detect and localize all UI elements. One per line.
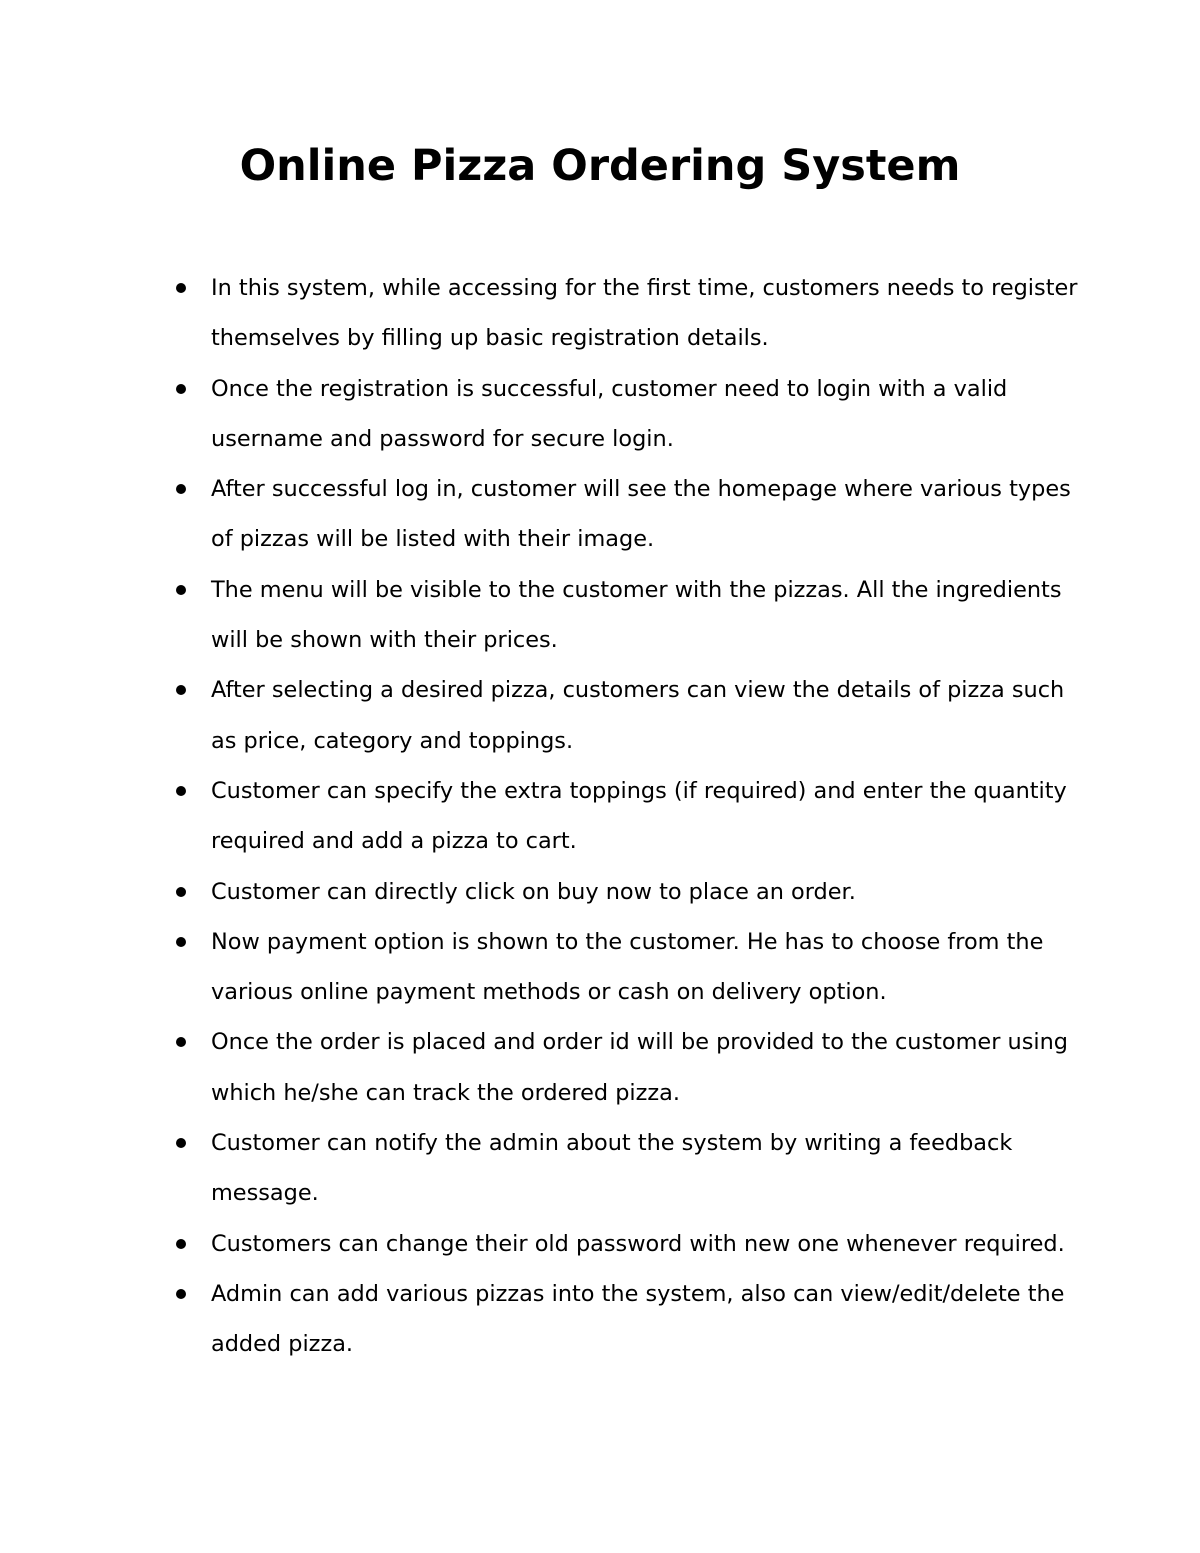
bullet-icon (176, 384, 186, 394)
list-item (211, 565, 1081, 666)
bullet-icon (176, 887, 186, 897)
list-item-text: In this system, while accessing for the first time, customers needs to register themselves by filling up basic registration details. (211, 275, 1078, 352)
list-item-text: After successful log in, customer will see the homepage where various types of pizzas will be listed with their image. (211, 476, 1071, 553)
list-item (211, 917, 1081, 1018)
bullet-icon (176, 937, 186, 947)
bullet-icon (176, 786, 186, 796)
bullet-icon (176, 1289, 186, 1299)
list-item-text: Now payment option is shown to the customer. He has to choose from the various online payment methods or cash on delivery option. (211, 928, 1044, 1006)
bullet-list (211, 263, 1081, 1370)
bullet-icon (176, 685, 186, 695)
list-item (211, 364, 1081, 465)
list-item (211, 1118, 1081, 1219)
list-item (211, 464, 1081, 565)
bullet-icon (176, 283, 186, 293)
list-item (211, 263, 1081, 364)
list-item-text: The menu will be visible to the customer with the pizzas. All the ingredients will be shown with their prices. (211, 576, 1062, 654)
list-item-text: After selecting a desired pizza, customers can view the details of pizza such as price, category and toppings. (211, 677, 1065, 754)
list-item (211, 766, 1081, 867)
list-item-text: Customers can change their old password with new one whenever required. (211, 1230, 1065, 1257)
list-item-text: Customer can directly click on buy now to place an order. (211, 878, 856, 905)
bullet-icon (176, 484, 186, 494)
list-item-text: Customer can notify the admin about the system by writing a feedback message. (211, 1130, 1013, 1207)
list-item (211, 867, 1081, 917)
list-item (211, 1269, 1081, 1370)
bullet-icon (176, 1239, 186, 1249)
bullet-icon (176, 1037, 186, 1047)
list-item-text: Customer can specify the extra toppings (if required) and enter the quantity required and add a pizza to cart. (211, 777, 1067, 855)
list-item (211, 1219, 1081, 1269)
list-item-text: Admin can add various pizzas into the system, also can view/edit/delete the added pizza. (211, 1280, 1065, 1358)
list-item (211, 665, 1081, 766)
list-item-text: Once the registration is successful, customer need to login with a valid username and password for secure login. (211, 375, 1008, 452)
bullet-icon (176, 585, 186, 595)
document-title: Online Pizza Ordering System (239, 141, 961, 191)
list-item (211, 1017, 1081, 1118)
list-item-text: Once the order is placed and order id will be provided to the customer using which he/she can track the ordered pizza. (211, 1029, 1068, 1106)
bullet-icon (176, 1138, 186, 1148)
